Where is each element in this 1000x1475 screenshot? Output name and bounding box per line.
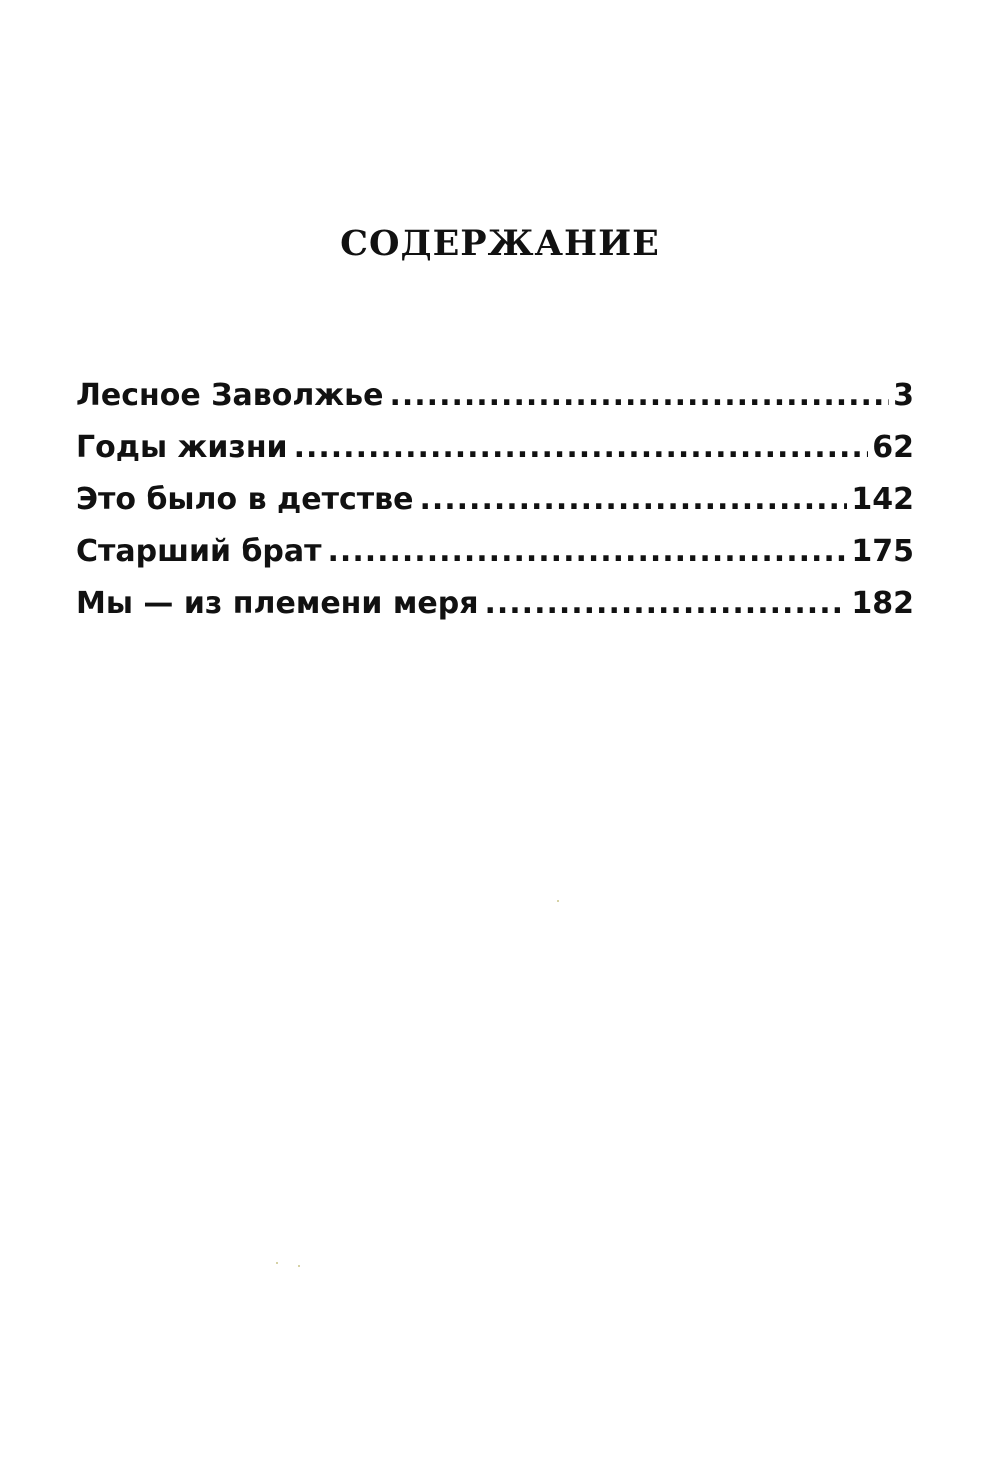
paper-speck (557, 900, 559, 902)
toc-entry-page: 62 (872, 430, 914, 465)
toc-entry (76, 370, 914, 422)
toc-entry-title: Старший брат (76, 534, 322, 569)
dot-leader (484, 578, 847, 630)
paper-speck (298, 1265, 300, 1267)
toc-entry (76, 422, 914, 474)
toc-entry-page: 182 (851, 586, 914, 621)
toc-entry (76, 474, 914, 526)
toc-entry (76, 526, 914, 578)
page-title: содержание (340, 208, 660, 267)
toc-entry-title: Годы жизни (76, 430, 288, 465)
dot-leader (294, 422, 869, 474)
toc-entry-page: 142 (851, 482, 914, 517)
table-of-contents (76, 370, 914, 630)
toc-entry (76, 578, 914, 630)
toc-entry-page: 175 (851, 534, 914, 569)
dot-leader (389, 370, 889, 422)
dot-leader (328, 526, 848, 578)
paper-speck (276, 1262, 278, 1264)
dot-leader (419, 474, 847, 526)
toc-entry-page: 3 (893, 378, 914, 413)
toc-entry-title: Это было в детстве (76, 482, 414, 517)
toc-entry-title: Лесное Заволжье (76, 378, 384, 413)
toc-entry-title: Мы — из племени меря (76, 586, 479, 621)
